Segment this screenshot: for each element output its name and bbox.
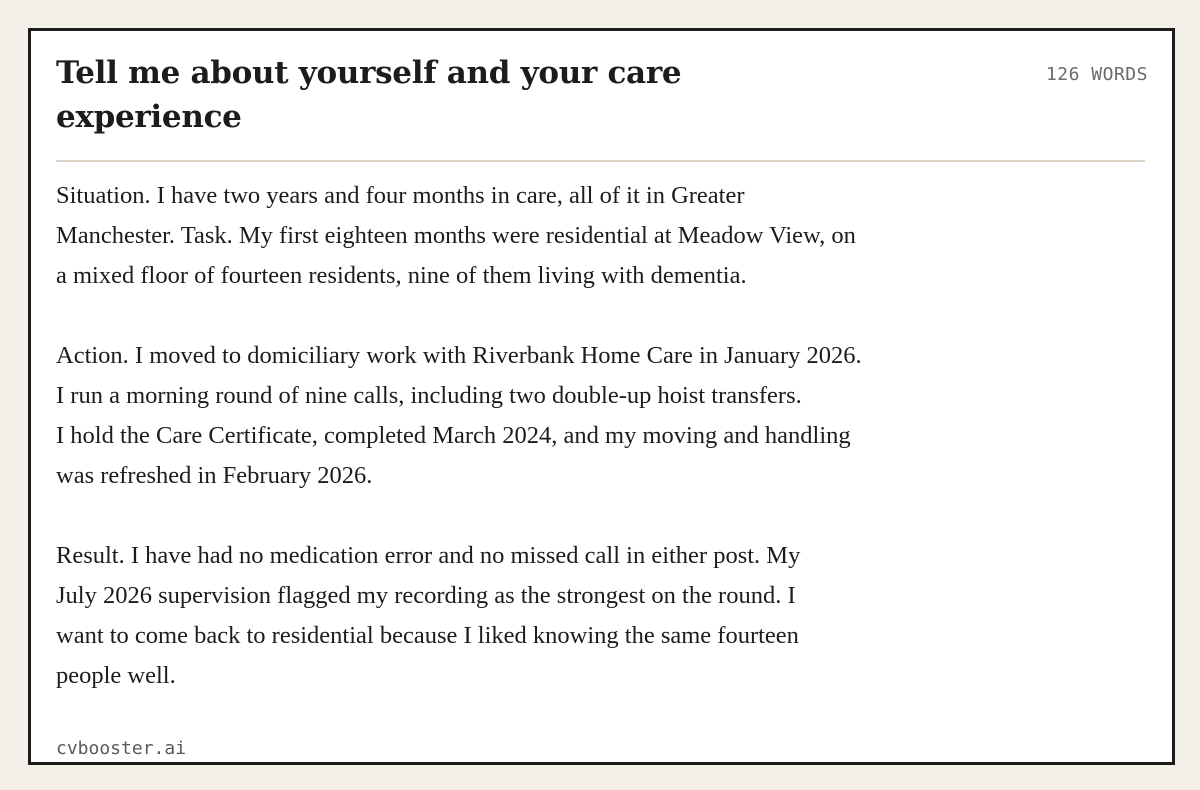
answer-line: Manchester. Task. My first eighteen months were residential at Meadow View, on — [56, 222, 856, 249]
answer-line: Situation. I have two years and four months in care, all of it in Greater — [56, 182, 745, 209]
answer-line: I hold the Care Certificate, completed March 2024, and my moving and handling — [56, 422, 851, 449]
word-count: 126 WORDS — [1045, 64, 1148, 85]
answer-paragraph-result — [56, 536, 1056, 696]
question-title: Tell me about yourself and your care experience — [56, 55, 682, 135]
answer-line: I run a morning round of nine calls, including two double-up hoist transfers. — [56, 382, 802, 409]
answer-line: a mixed floor of fourteen residents, nine of them living with dementia. — [56, 262, 747, 289]
answer-paragraph-situation — [56, 176, 1056, 296]
answer-line: July 2026 supervision flagged my recording as the strongest on the round. I — [56, 582, 796, 609]
answer-line: want to come back to residential because I liked knowing the same fourteen — [56, 622, 799, 649]
answer-line: was refreshed in February 2026. — [56, 462, 373, 489]
answer-card — [28, 28, 1175, 765]
answer-line: Result. I have had no medication error and no missed call in either post. My — [56, 542, 801, 569]
divider — [56, 160, 1145, 162]
answer-paragraph-action — [56, 336, 1056, 496]
answer-line: Action. I moved to domiciliary work with Riverbank Home Care in January 2026. — [56, 342, 862, 369]
brand-watermark: cvbooster.ai — [56, 738, 187, 759]
answer-body — [56, 176, 1056, 736]
answer-line: people well. — [56, 662, 176, 689]
